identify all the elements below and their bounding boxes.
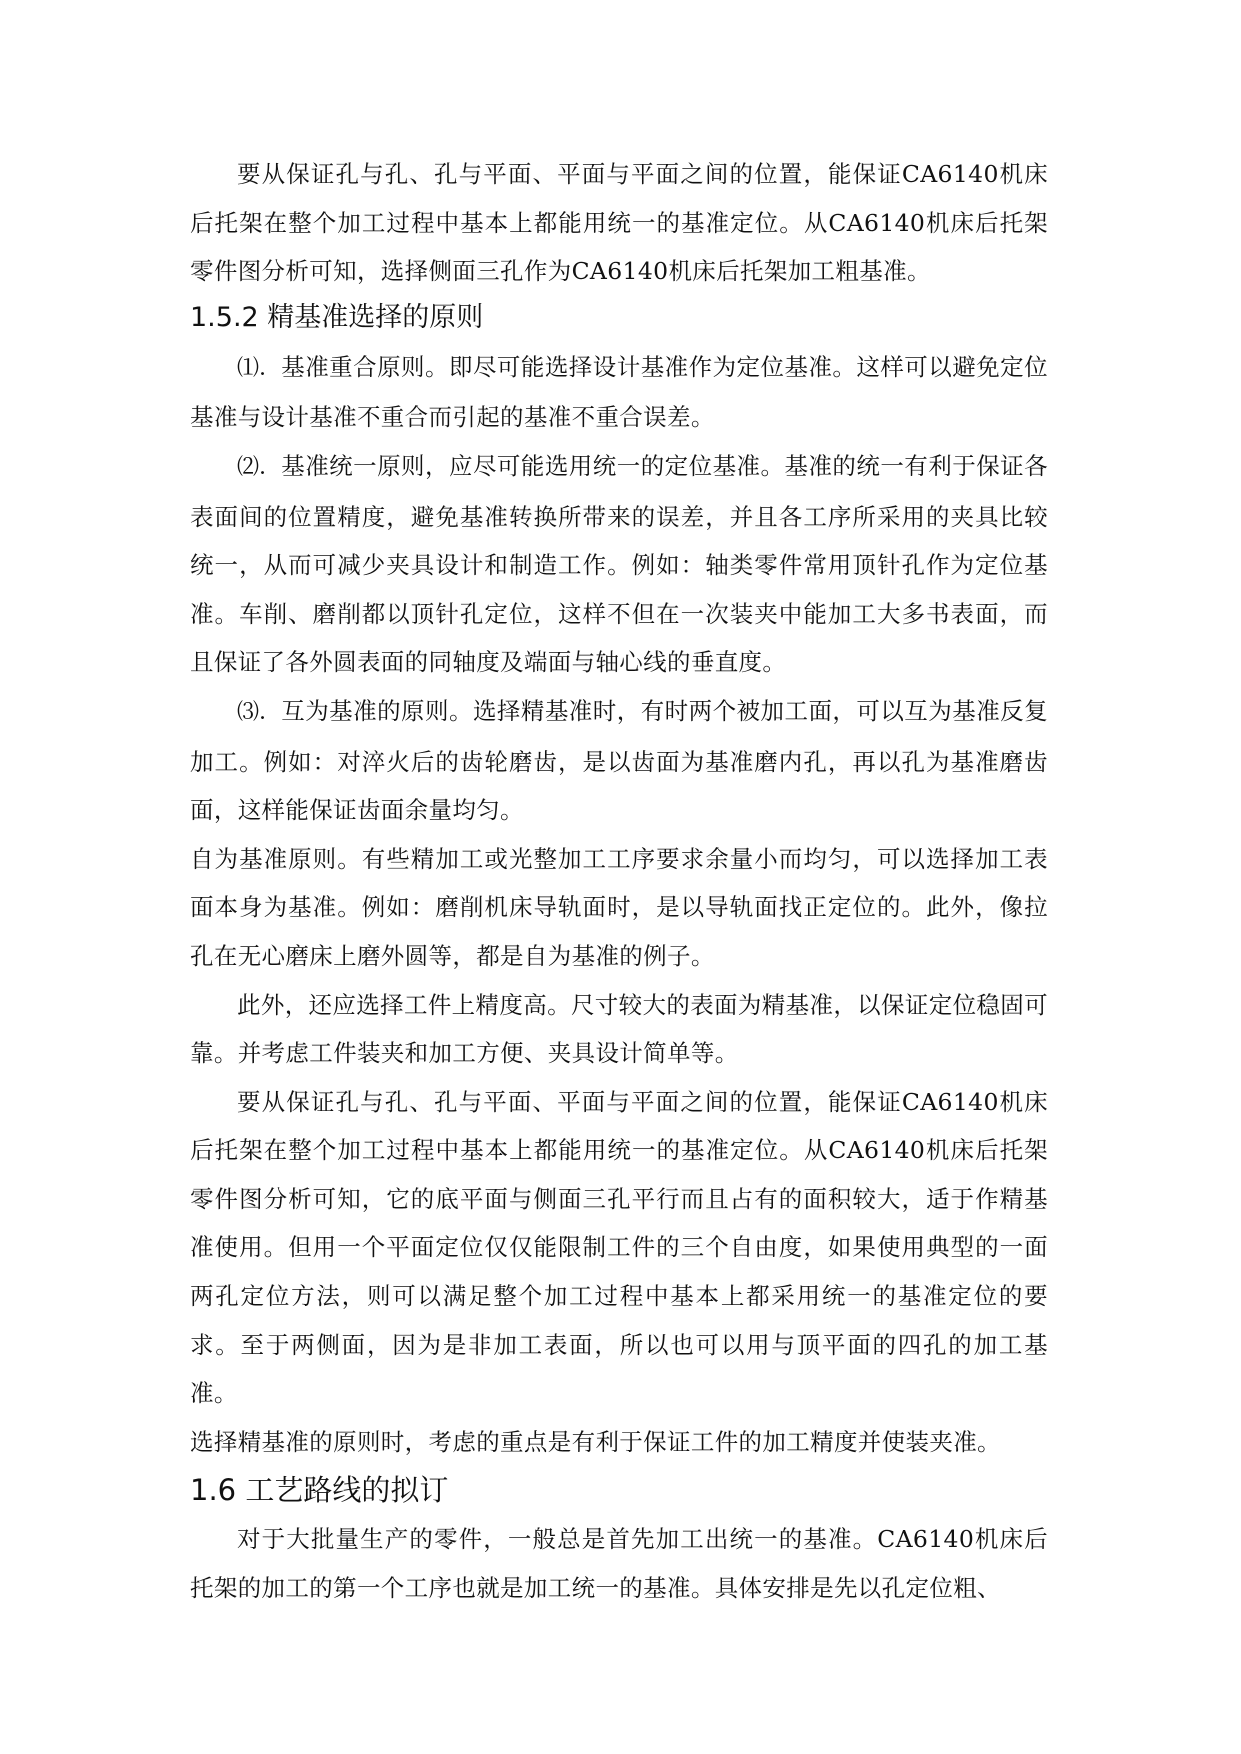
paragraph-process-route: 对于大批量生产的零件，一般总是首先加工出统一的基准。CA6140机床后托架的加工的第一个工序也就是加工统一的基准。具体安排是先以孔定位粗、 [190,1525,1048,1603]
paragraph-fine-datum-analysis: 要从保证孔与孔、孔与平面、平面与平面之间的位置，能保证CA6140机床后托架在整个加工过程中基本上都能用统一的基准定位。从CA6140机床后托架零件图分析可知，它的底平面与侧面三孔平行而且占有的面积较大，适于作精基准使用。但用一个平面定位仅仅能限制工件的三个自由度，如果使用典型的一面两孔定位方法，则可以满足整个加工过程中基本上都采用统一的基准定位的要求。至于两侧面，因为是非加工表面，所以也可以用与顶平面的四孔的加工基准。 [190,1087,1048,1408]
section-heading-1-5-2: 1.5.2 精基准选择的原则 [190,301,484,333]
paragraph-self-datum-principle: 自为基准原则。有些精加工或光整加工工序要求余量小而均匀，可以选择加工表面本身为基准。例如：磨削机床导轨面时，是以导轨面找正定位的。此外，像拉孔在无心磨床上磨外圆等，都是自为基准的例子。 [190,844,1048,970]
list-item-text: 基准重合原则。即尽可能选择设计基准作为定位基准。这样可以避免定位基准与设计基准不重合而引起的基准不重合误差。 [190,352,1048,432]
list-item-coincidence-principle [190,343,1048,442]
section-heading-1-6: 1.6 工艺路线的拟订 [190,1473,449,1508]
paragraph-additional-criteria: 此外，还应选择工件上精度高。尺寸较大的表面为精基准，以保证定位稳固可靠。并考虑工件装夹和加工方便、夹具设计简单等。 [190,990,1048,1068]
list-item-text: 基准统一原则，应尽可能选用统一的定位基准。基准的统一有利于保证各表面间的位置精度，避免基准转换所带来的误差，并且各工序所采用的夹具比较统一，从而可减少夹具设计和制造工作。例如：轴类零件常用顶针孔作为定位基准。车削、磨削都以顶针孔定位，这样不但在一次装夹中能加工大多书表面，而且保证了各外圆表面的同轴度及端面与轴心线的垂直度。 [190,451,1048,677]
list-item-text: 互为基准的原则。选择精基准时，有时两个被加工面，可以互为基准反复加工。例如：对淬火后的齿轮磨齿，是以齿面为基准磨内孔，再以孔为基准磨齿面，这样能保证齿面余量均匀。 [190,696,1048,825]
list-item-number: ⑴． [237,355,282,381]
list-item-number: ⑵． [237,454,282,480]
paragraph-rough-datum-summary: 要从保证孔与孔、孔与平面、平面与平面之间的位置，能保证CA6140机床后托架在整个加工过程中基本上都能用统一的基准定位。从CA6140机床后托架零件图分析可知，选择侧面三孔作为CA6140机床后托架加工粗基准。 [190,160,1048,286]
list-item-number: ⑶． [237,699,282,725]
list-item-unified-principle [190,442,1048,687]
list-item-mutual-datum-principle [190,687,1048,835]
paragraph-fine-datum-summary: 选择精基准的原则时，考虑的重点是有利于保证工件的加工精度并使装夹准。 [190,1427,1001,1456]
document-body [190,150,1048,1613]
